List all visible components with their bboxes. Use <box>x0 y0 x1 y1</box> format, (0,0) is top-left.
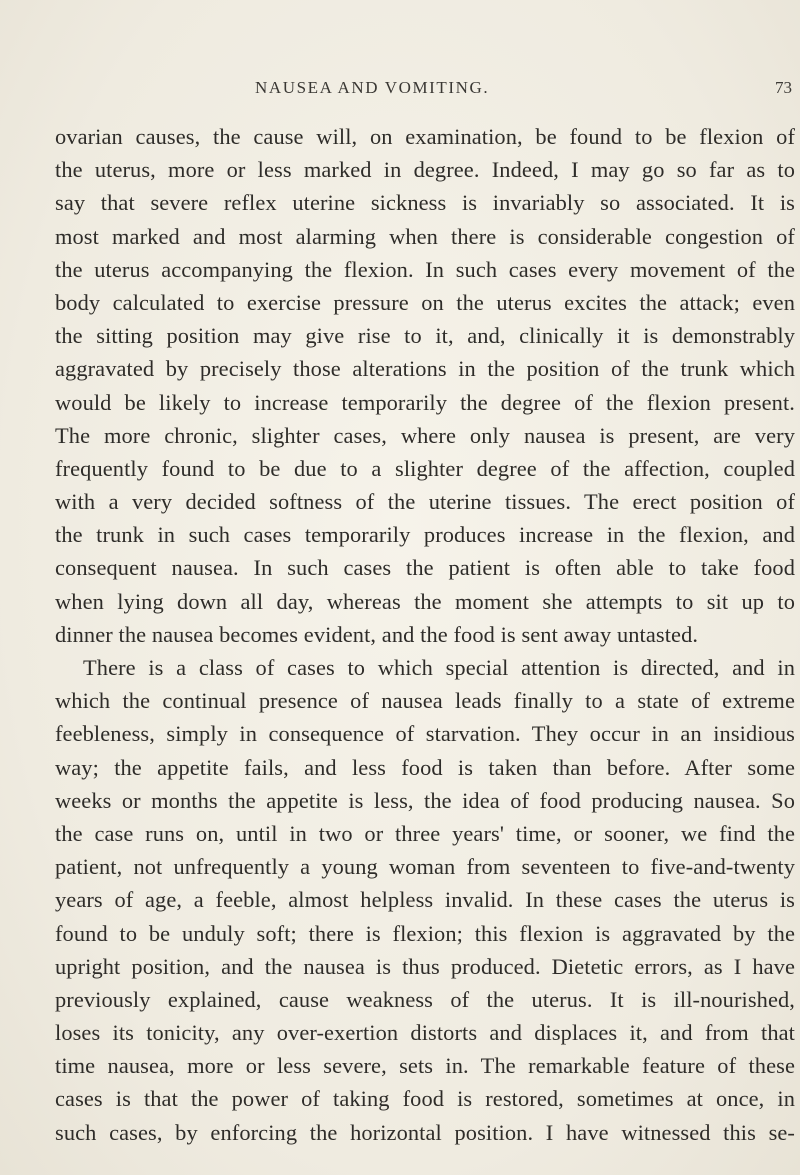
text-line: dinner the nausea becomes evident, and the food is sent away untasted. <box>55 621 699 647</box>
text-line: way; the appetite fails, and less food is taken than before. After some <box>55 754 795 780</box>
text-line: feebleness, simply in consequence of starvation. They occur in an insidious <box>55 721 795 747</box>
text-line: ovarian causes, the cause will, on examination, be found to be flexion of <box>55 124 795 149</box>
text-line: upright position, and the nausea is thus produced. Dietetic errors, as I have <box>55 953 795 979</box>
text-line: loses its tonicity, any over-exertion distorts and displaces it, and from that <box>55 1020 795 1046</box>
text-line: the trunk in such cases temporarily produces increase in the flexion, and <box>55 522 795 548</box>
page-number: 73 <box>775 78 792 97</box>
running-title: NAUSEA AND VOMITING. <box>255 78 490 97</box>
text-line: The more chronic, slighter cases, where only nausea is present, are very <box>55 422 795 448</box>
text-line: when lying down all day, whereas the moment she attempts to sit up to <box>55 588 795 614</box>
text-line: aggravated by precisely those alterations in the position of the trunk which <box>55 356 795 382</box>
text-line: found to be unduly soft; there is flexion; this flexion is aggravated by the <box>55 920 795 946</box>
text-line: most marked and most alarming when there is considerable congestion of <box>55 223 795 249</box>
text-line: the sitting position may give rise to it, and, clinically it is demonstrably <box>55 323 795 349</box>
text-line: the uterus accompanying the flexion. In such cases every movement of the <box>55 256 795 282</box>
text-line: weeks or months the appetite is less, the idea of food producing nausea. So <box>55 787 795 813</box>
text-line: frequently found to be due to a slighter degree of the affection, coupled <box>55 455 795 481</box>
text-line: say that severe reflex uterine sickness is invariably so associated. It is <box>55 190 795 216</box>
text-line: would be likely to increase temporarily the degree of the flexion present. <box>55 389 795 415</box>
text-line: with a very decided softness of the uterine tissues. The erect position of <box>55 489 795 515</box>
paragraph-first-line: There is a class of cases to which special attention is directed, and in <box>83 655 795 680</box>
text-line: years of age, a feeble, almost helpless invalid. In these cases the uterus is <box>55 887 795 913</box>
running-head <box>0 78 800 108</box>
text-line: the case runs on, until in two or three years' time, or sooner, we find the <box>55 820 795 846</box>
text-line: consequent nausea. In such cases the patient is often able to take food <box>55 555 795 581</box>
body-text <box>55 120 795 1149</box>
text-line: time nausea, more or less severe, sets in. The remarkable feature of these <box>55 1053 795 1079</box>
text-line: patient, not unfrequently a young woman from seventeen to five-and-twenty <box>55 854 795 880</box>
text-line: previously explained, cause weakness of the uterus. It is ill-nourished, <box>55 986 795 1012</box>
text-line: which the continual presence of nausea leads finally to a state of extreme <box>55 688 795 714</box>
text-line: cases is that the power of taking food is restored, sometimes at once, in <box>55 1086 795 1112</box>
text-line: body calculated to exercise pressure on the uterus excites the attack; even <box>55 289 795 315</box>
text-line: such cases, by enforcing the horizontal position. I have witnessed this se- <box>55 1119 795 1145</box>
text-line: the uterus, more or less marked in degree. Indeed, I may go so far as to <box>55 157 795 183</box>
